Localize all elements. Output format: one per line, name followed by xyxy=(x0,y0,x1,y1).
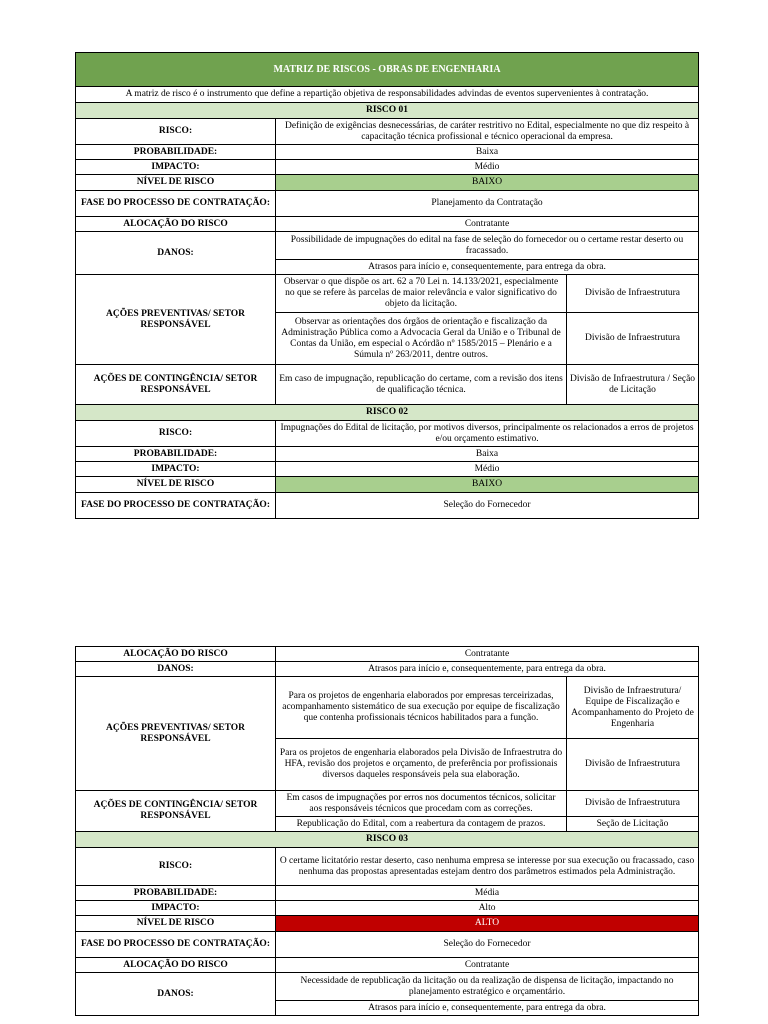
contingency-sector: Divisão de Infraestrutura xyxy=(567,791,699,817)
risk-03-impact: Alto xyxy=(276,901,699,916)
preventive-sector: Divisão de Infraestrutura/ Equipe de Fiscalização e Acompanhamento do Projeto de Engenharia xyxy=(567,677,699,739)
preventive-sector: Divisão de Infraestrutura xyxy=(567,275,699,313)
risk-01-probability: Baixa xyxy=(276,145,699,160)
risk-matrix-table-part1 xyxy=(75,52,699,519)
alocacao-label: ALOCAÇÃO DO RISCO xyxy=(76,647,276,662)
risk-03-damage: Necessidade de republicação da licitação ou da realização de dispensa de licitação, impactando no planejamento estratégico e orçamentário. xyxy=(276,973,699,1001)
risk-01-phase: Planejamento da Contratação xyxy=(276,191,699,217)
risk-01-damage: Atrasos para início e, consequentemente, para entrega da obra. xyxy=(276,260,699,275)
contingency-sector: Divisão de Infraestrutura / Seção de Licitação xyxy=(567,365,699,405)
risk-03-level: ALTO xyxy=(276,916,699,932)
risk-02-allocation: Contratante xyxy=(276,647,699,662)
risk-03-description: O certame licitatório restar deserto, caso nenhuma empresa se interesse por sua execução ou fracassado, caso nenhuma das propostas apresentadas estejam dentro dos parâmetros estimados pela Administração. xyxy=(276,848,699,886)
contingencia-label: AÇÕES DE CONTINGÊNCIA/ SETOR RESPONSÁVEL xyxy=(76,365,276,405)
matrix-intro: A matriz de risco é o instrumento que define a repartição objetiva de responsabilidades advindas de eventos supervenientes à contratação. xyxy=(76,87,699,103)
risk-03-header: RISCO 03 xyxy=(76,832,699,848)
preventive-action: Para os projetos de engenharia elaborados por empresas terceirizadas, acompanhamento sistemático de sua execução por equipe de fiscalização que contenha profissionais técnicos habilitados para a função. xyxy=(276,677,567,739)
risco-label: RISCO: xyxy=(76,119,276,145)
danos-label: DANOS: xyxy=(76,232,276,275)
fase-label: FASE DO PROCESSO DE CONTRATAÇÃO: xyxy=(76,932,276,958)
risk-01-allocation: Contratante xyxy=(276,217,699,232)
impacto-label: IMPACTO: xyxy=(76,901,276,916)
impacto-label: IMPACTO: xyxy=(76,160,276,175)
risk-02-header: RISCO 02 xyxy=(76,405,699,421)
risk-03-probability: Média xyxy=(276,886,699,901)
contingency-action: Em caso de impugnação, republicação do certame, com a revisão dos itens de qualificação técnica. xyxy=(276,365,567,405)
danos-label: DANOS: xyxy=(76,662,276,677)
risk-01-description: Definição de exigências desnecessárias, de caráter restritivo no Edital, especialmente no que diz respeito à capacitação técnica profissional e técnico operacional da empresa. xyxy=(276,119,699,145)
risk-02-description: Impugnações do Edital de licitação, por motivos diversos, principalmente os relacionados a erros de projetos e/ou orçamento estimativo. xyxy=(276,421,699,447)
contingency-sector: Seção de Licitação xyxy=(567,817,699,832)
alocacao-label: ALOCAÇÃO DO RISCO xyxy=(76,958,276,973)
nivel-label: NÍVEL DE RISCO xyxy=(76,477,276,493)
risk-01-header: RISCO 01 xyxy=(76,103,699,119)
probabilidade-label: PROBABILIDADE: xyxy=(76,447,276,462)
preventivas-label: AÇÕES PREVENTIVAS/ SETOR RESPONSÁVEL xyxy=(76,275,276,365)
preventive-sector: Divisão de Infraestrutura xyxy=(567,313,699,365)
contingency-action: Em casos de impugnações por erros nos documentos técnicos, solicitar aos responsáveis técnicos que procedam com as correções. xyxy=(276,791,567,817)
risco-label: RISCO: xyxy=(76,421,276,447)
alocacao-label: ALOCAÇÃO DO RISCO xyxy=(76,217,276,232)
nivel-label: NÍVEL DE RISCO xyxy=(76,175,276,191)
fase-label: FASE DO PROCESSO DE CONTRATAÇÃO: xyxy=(76,191,276,217)
risk-02-impact: Médio xyxy=(276,462,699,477)
contingencia-label: AÇÕES DE CONTINGÊNCIA/ SETOR RESPONSÁVEL xyxy=(76,791,276,832)
risk-01-level: BAIXO xyxy=(276,175,699,191)
contingency-action: Republicação do Edital, com a reabertura da contagem de prazos. xyxy=(276,817,567,832)
fase-label: FASE DO PROCESSO DE CONTRATAÇÃO: xyxy=(76,493,276,519)
preventive-sector: Divisão de Infraestrutura xyxy=(567,739,699,791)
risk-01-damage: Possibilidade de impugnações do edital na fase de seleção do fornecedor ou o certame restar deserto ou fracassado. xyxy=(276,232,699,260)
probabilidade-label: PROBABILIDADE: xyxy=(76,886,276,901)
risk-matrix-table-part2 xyxy=(75,646,699,1016)
risk-02-probability: Baixa xyxy=(276,447,699,462)
preventive-action: Observar as orientações dos órgãos de orientação e fiscalização da Administração Pública como a Advocacia Geral da União e o Tribunal de Contas da União, em especial o Acórdão nº 1585/2015 – Plenário e a Súmula nº 263/2011, dentre outros. xyxy=(276,313,567,365)
impacto-label: IMPACTO: xyxy=(76,462,276,477)
preventive-action: Para os projetos de engenharia elaborados pela Divisão de Infraestrutra do HFA, revisão dos projetos e orçamento, de preferência por profissionais diversos daqueles responsáveis pela sua elaboração. xyxy=(276,739,567,791)
risco-label: RISCO: xyxy=(76,848,276,886)
preventive-action: Observar o que dispõe os art. 62 a 70 Lei n. 14.133/2021, especialmente no que se refere às parcelas de maior relevância e valor significativo do objeto da licitação. xyxy=(276,275,567,313)
matrix-title: MATRIZ DE RISCOS - OBRAS DE ENGENHARIA xyxy=(76,53,699,87)
risk-02-phase: Seleção do Fornecedor xyxy=(276,493,699,519)
nivel-label: NÍVEL DE RISCO xyxy=(76,916,276,932)
risk-01-impact: Médio xyxy=(276,160,699,175)
risk-02-damage: Atrasos para início e, consequentemente, para entrega da obra. xyxy=(276,662,699,677)
risk-03-damage: Atrasos para início e, consequentemente, para entrega da obra. xyxy=(276,1001,699,1016)
risk-03-allocation: Contratante xyxy=(276,958,699,973)
risk-03-phase: Seleção do Fornecedor xyxy=(276,932,699,958)
risk-02-level: BAIXO xyxy=(276,477,699,493)
probabilidade-label: PROBABILIDADE: xyxy=(76,145,276,160)
preventivas-label: AÇÕES PREVENTIVAS/ SETOR RESPONSÁVEL xyxy=(76,677,276,791)
danos-label: DANOS: xyxy=(76,973,276,1016)
